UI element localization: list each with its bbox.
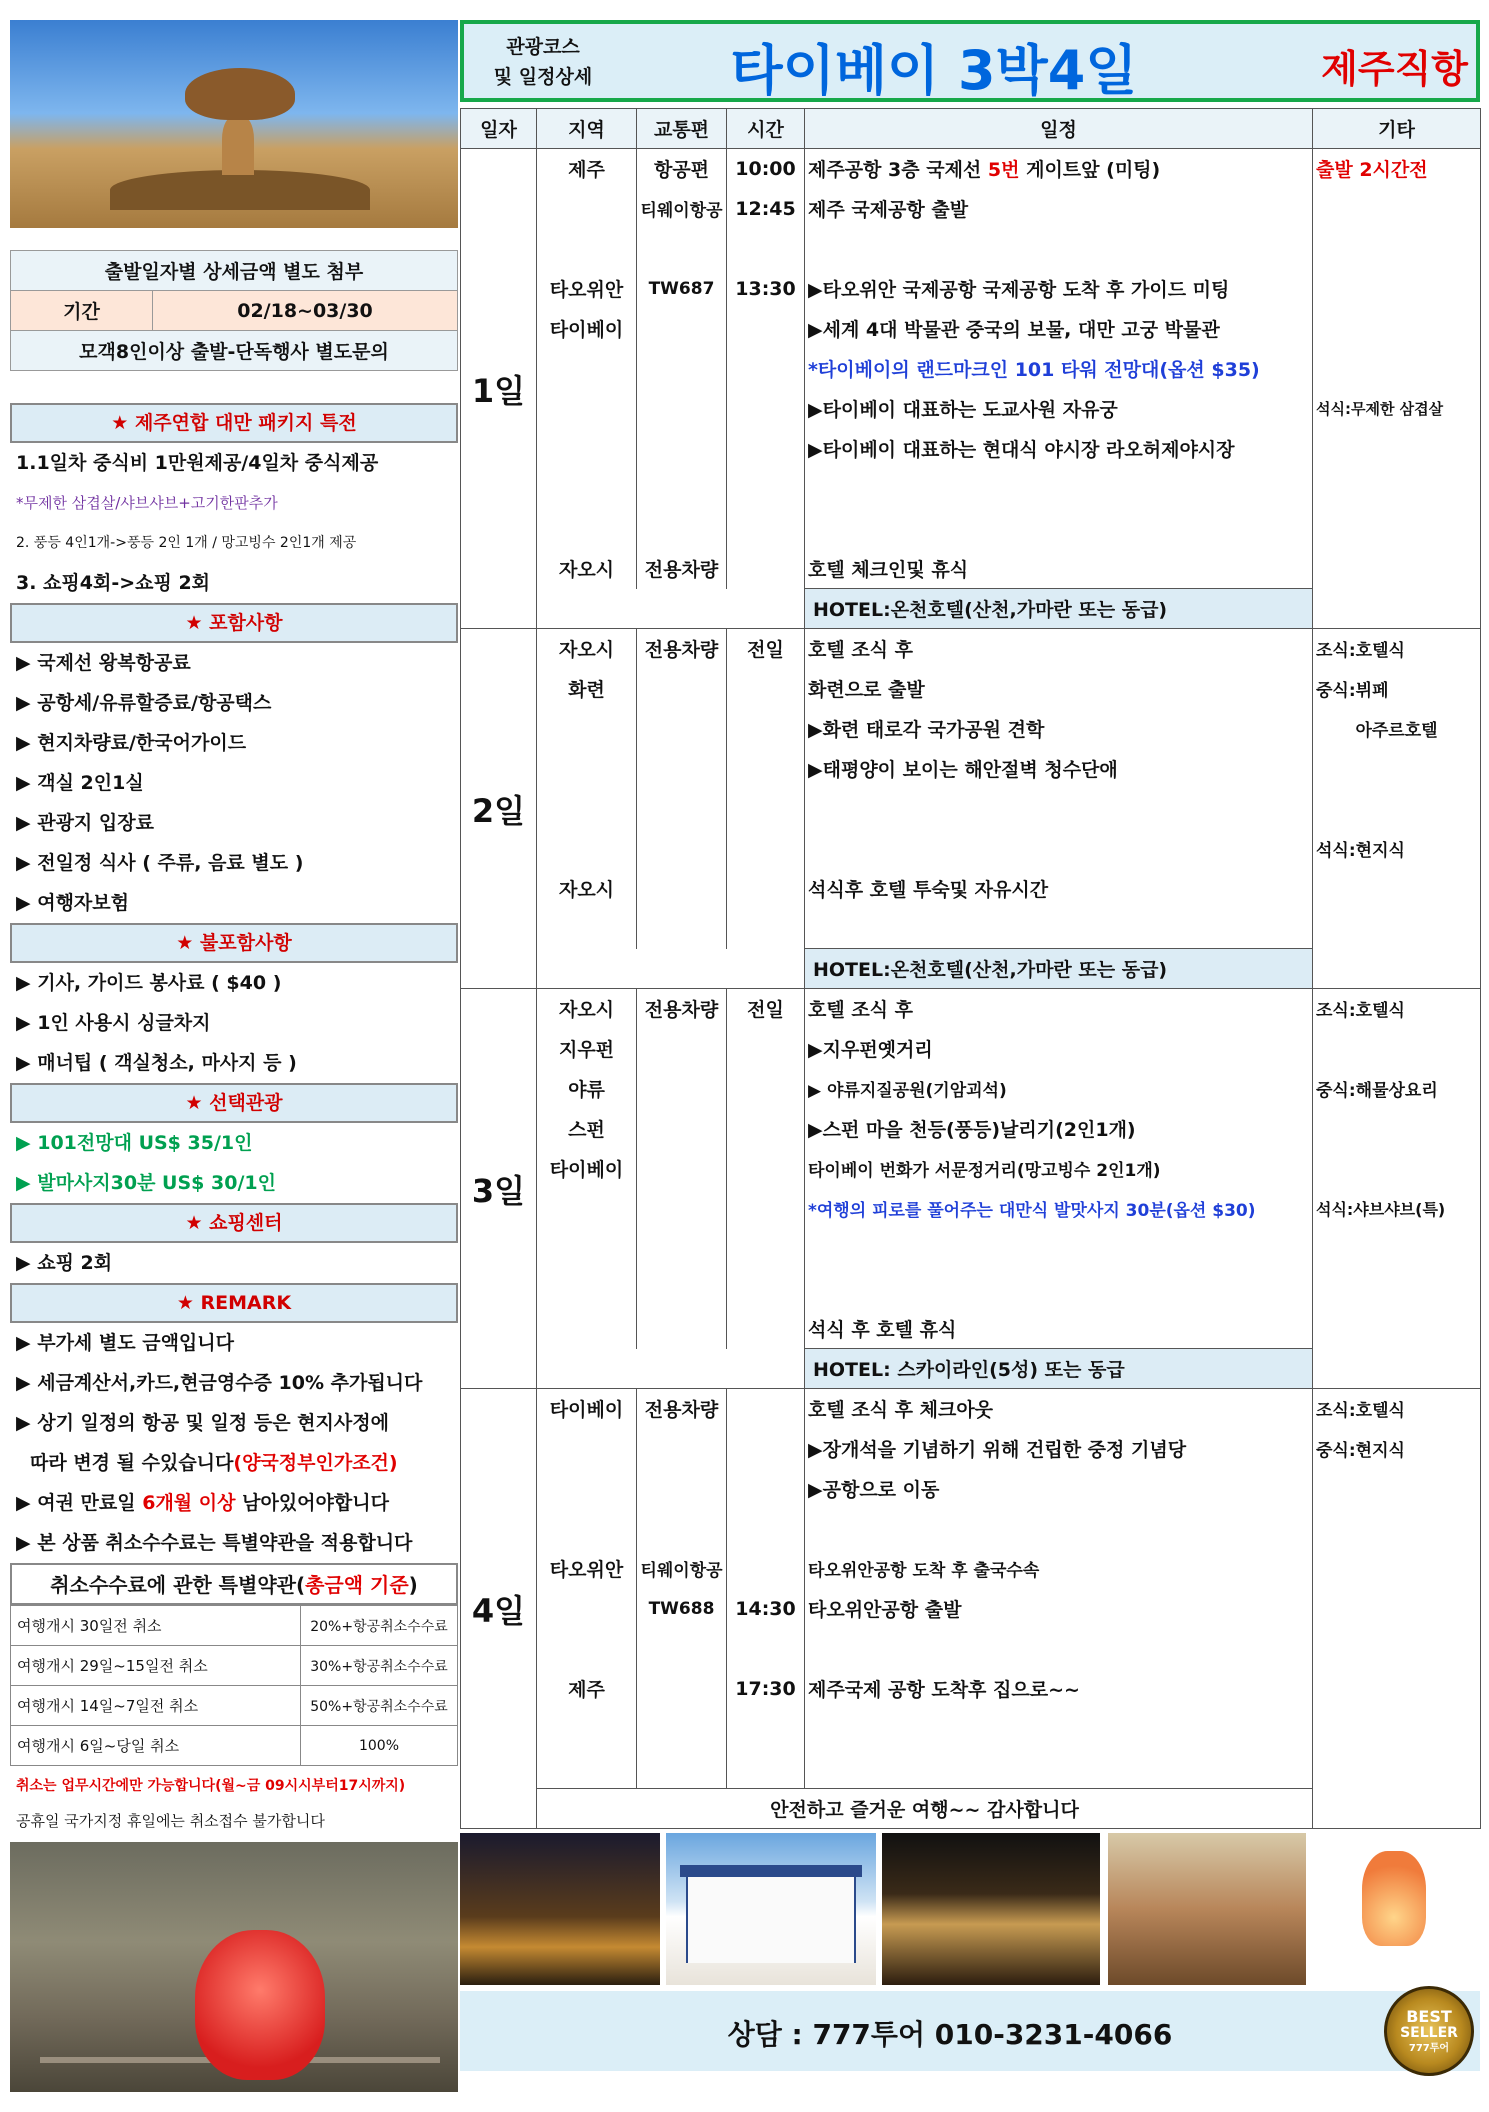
title-subtitle <box>478 32 608 92</box>
region-cell: 화련 <box>537 669 637 709</box>
schedule-cell: ▶타오위안 국제공항 국제공항 도착 후 가이드 미팅 <box>805 269 1313 309</box>
schedule-cell: 호텔 조식 후 <box>805 989 1313 1029</box>
schedule-cell: 타오위안공항 출발 <box>805 1589 1313 1629</box>
schedule-cell: ▶공항으로 이동 <box>805 1469 1313 1509</box>
schedule-cell: ▶태평양이 보이는 해안절벽 청수단애 <box>805 749 1313 789</box>
transport-cell: 전용차량 <box>637 549 727 589</box>
cancel-when: 여행개시 29일~15일전 취소 <box>11 1646 301 1686</box>
contact-bar <box>460 1991 1480 2071</box>
period-label: 기간 <box>11 291 153 331</box>
note-cell: 조식:호텔식 <box>1313 1389 1481 1429</box>
table-row <box>461 629 1481 669</box>
right-column <box>460 20 1480 2071</box>
note-cell: 출발 2시간전 <box>1313 149 1481 189</box>
night-market-photo <box>882 1833 1100 1985</box>
table-row <box>461 709 1481 749</box>
transport-cell: TW687 <box>637 269 727 309</box>
table-row <box>461 1029 1481 1069</box>
remark-text: 따라 변경 될 수있습니다 <box>30 1452 234 1474</box>
region-cell: 타오위안 <box>537 269 637 309</box>
excluded-item: ▶ 매너팁 ( 객실청소, 마사지 등 ) <box>16 1052 297 1074</box>
jiufen-night-photo <box>460 1833 660 1985</box>
schedule-cell: 호텔 조식 후 <box>805 629 1313 669</box>
optional-item: ▶ 발마사지30분 US$ 30/1인 <box>16 1172 276 1194</box>
page-title: 타이베이 3박4일 <box>730 39 1138 102</box>
table-row <box>461 1309 1481 1349</box>
thanks-row <box>461 1789 1481 1829</box>
direct-flight-tag: 제주직항 <box>1321 47 1468 91</box>
schedule-cell <box>805 149 1313 189</box>
price-info-header: 출발일자별 상세금액 별도 첨부 <box>11 251 458 291</box>
hotel-row <box>461 949 1481 989</box>
region-cell: 타이베이 <box>537 309 637 349</box>
table-row <box>461 1429 1481 1469</box>
transport-cell: 전용차량 <box>637 989 727 1029</box>
schedule-cell: 석식 후 호텔 휴식 <box>805 1309 1313 1349</box>
time-cell: 전일 <box>727 989 805 1029</box>
photo-strip <box>460 1833 1480 1985</box>
table-row <box>461 349 1481 389</box>
thanks-cell: 안전하고 즐거운 여행~~ 감사합니다 <box>537 1789 1313 1829</box>
note-cell: 석식:무제한 삼겹살 <box>1313 389 1481 429</box>
region-cell: 제주 <box>537 1669 637 1709</box>
remark-text: ▶ 여권 만료일 <box>16 1492 143 1514</box>
table-row <box>11 1606 458 1646</box>
schedule-cell: ▶화련 태로각 국가공원 견학 <box>805 709 1313 749</box>
included-title: ★ 포함사항 <box>10 603 458 643</box>
schedule-text: 게이트앞 (미팅) <box>1019 159 1161 182</box>
note-cell: 석식:샤브샤브(특) <box>1313 1189 1481 1229</box>
table-row <box>461 989 1481 1029</box>
table-row <box>11 1686 458 1726</box>
badge-text: BEST <box>1406 2007 1452 2026</box>
cancel-when: 여행개시 30일전 취소 <box>11 1606 301 1646</box>
contact-text: 상담 : 777투어 010-3231-4066 <box>727 2018 1173 2051</box>
cancel-title-text: ) <box>408 1573 418 1597</box>
schedule-text: 제주공항 3층 국제선 <box>808 159 988 182</box>
optional-title: ★ 선택관광 <box>10 1083 458 1123</box>
region-cell: 자오시 <box>537 549 637 589</box>
memorial-gate-photo <box>666 1833 876 1985</box>
note-cell: 중식:현지식 <box>1313 1429 1481 1469</box>
benefit-item: 1.1일차 중식비 1만원제공/4일차 중식제공 <box>16 452 379 474</box>
itinerary-table <box>460 108 1481 1829</box>
note-cell: 아주르호텔 <box>1313 709 1481 749</box>
schedule-cell: ▶세계 4대 박물관 중국의 보물, 대만 고궁 박물관 <box>805 309 1313 349</box>
time-cell: 전일 <box>727 629 805 669</box>
day-label: 1일 <box>461 149 537 629</box>
schedule-highlight: 5번 <box>987 159 1020 182</box>
street-food-photo <box>1108 1833 1306 1985</box>
cancel-note: 공휴일 국가지정 휴일에는 취소접수 불가합니다 <box>16 1812 325 1830</box>
table-row <box>461 669 1481 709</box>
included-item: ▶ 관광지 입장료 <box>16 812 154 834</box>
table-row <box>461 1669 1481 1709</box>
remark-item: ▶ 세금계산서,카드,현금영수증 10% 추가됩니다 <box>16 1372 423 1394</box>
table-row <box>461 1069 1481 1109</box>
table-row <box>461 869 1481 909</box>
table-row <box>461 749 1481 789</box>
included-item: ▶ 공항세/유류할증료/항공택스 <box>16 692 272 714</box>
badge-text: 777투어 <box>1408 2043 1450 2054</box>
price-info-table <box>10 250 458 371</box>
schedule-cell: 호텔 체크인및 휴식 <box>805 549 1313 589</box>
remark-item: ▶ 상기 일정의 항공 및 일정 등은 현지사정에 <box>16 1412 389 1434</box>
lantern-photo <box>1312 1833 1480 1985</box>
region-cell: 자오시 <box>537 629 637 669</box>
schedule-cell: 타이베이 번화가 서문정거리(망고빙수 2인1개) <box>805 1149 1313 1189</box>
group-note: 모객8인이상 출발-단독행사 별도문의 <box>11 331 458 371</box>
remark-item: ▶ 본 상품 취소수수료는 특별약관을 적용합니다 <box>16 1532 413 1554</box>
excluded-item: ▶ 1인 사용시 싱글차지 <box>16 1012 211 1034</box>
schedule-cell: *여행의 피로를 풀어주는 대만식 발맛사지 30분(옵션 $30) <box>805 1189 1313 1229</box>
sky-lantern-photo <box>10 1842 458 2092</box>
table-row <box>461 269 1481 309</box>
region-cell: 제주 <box>537 149 637 189</box>
schedule-cell: ▶지우펀옛거리 <box>805 1029 1313 1069</box>
table-row <box>461 149 1481 189</box>
schedule-cell: 타오위안공항 도착 후 출국수속 <box>805 1549 1313 1589</box>
remark-item <box>10 1443 458 1483</box>
schedule-cell: ▶타이베이 대표하는 도교사원 자유궁 <box>805 389 1313 429</box>
schedule-cell: *타이베이의 랜드마크인 101 타워 전망대(옵션 $35) <box>805 349 1313 389</box>
schedule-cell: 석식후 호텔 투숙및 자유시간 <box>805 869 1313 909</box>
col-header: 시간 <box>727 109 805 149</box>
included-item: ▶ 여행자보험 <box>16 892 129 914</box>
cancel-note: 취소는 업무시간에만 가능합니다(월~금 09시시부터17시까지) <box>16 1778 406 1794</box>
cancel-title-text: 취소수수료에 관한 특별약관( <box>50 1573 306 1597</box>
time-cell: 13:30 <box>727 269 805 309</box>
included-item: ▶ 현지차량료/한국어가이드 <box>16 732 247 754</box>
cancel-fee: 20%+항공취소수수료 <box>301 1606 458 1646</box>
transport-cell: 티웨이항공 <box>637 1549 727 1589</box>
note-cell: 석식:현지식 <box>1313 829 1481 869</box>
table-row <box>461 309 1481 349</box>
period-value: 02/18~03/30 <box>153 291 458 331</box>
cancel-when: 여행개시 14일~7일전 취소 <box>11 1686 301 1726</box>
note-cell: 중식:해물상요리 <box>1313 1069 1481 1109</box>
schedule-cell: 호텔 조식 후 체크아웃 <box>805 1389 1313 1429</box>
schedule-cell: 제주국제 공항 도착후 집으로~~ <box>805 1669 1313 1709</box>
remark-title: ★ REMARK <box>10 1283 458 1323</box>
title-sub-line: 관광코스 <box>506 36 580 58</box>
schedule-cell: ▶ 야류지질공원(기암괴석) <box>805 1069 1313 1109</box>
note-cell: 조식:호텔식 <box>1313 989 1481 1029</box>
hotel-cell: HOTEL:온천호텔(산천,가마란 또는 동급) <box>805 589 1313 629</box>
transport-cell: TW688 <box>637 1589 727 1629</box>
region-cell: 자오시 <box>537 989 637 1029</box>
cancel-title-highlight: 총금액 기준 <box>305 1573 409 1597</box>
hotel-row <box>461 589 1481 629</box>
table-row <box>461 1109 1481 1149</box>
time-cell: 10:00 <box>727 149 805 189</box>
col-header: 지역 <box>537 109 637 149</box>
region-cell: 야류 <box>537 1069 637 1109</box>
cancel-when: 여행개시 6일~당일 취소 <box>11 1726 301 1766</box>
transport-cell: 전용차량 <box>637 629 727 669</box>
shopping-item: ▶ 쇼핑 2회 <box>16 1252 113 1274</box>
region-cell: 타이베이 <box>537 1149 637 1189</box>
schedule-cell: 화련으로 출발 <box>805 669 1313 709</box>
cancel-fee: 30%+항공취소수수료 <box>301 1646 458 1686</box>
remark-condition: (양국정부인가조건) <box>233 1452 398 1474</box>
table-row <box>461 1149 1481 1189</box>
benefit-item: 3. 쇼핑4회->쇼핑 2회 <box>16 572 211 594</box>
table-row <box>461 389 1481 429</box>
col-header: 일자 <box>461 109 537 149</box>
best-seller-badge <box>1384 1986 1474 2076</box>
col-header: 교통편 <box>637 109 727 149</box>
excluded-title: ★ 불포함사항 <box>10 923 458 963</box>
table-row <box>461 1189 1481 1229</box>
table-row <box>461 1389 1481 1429</box>
benefit-title: ★ 제주연합 대만 패키지 특전 <box>10 403 458 443</box>
left-column <box>10 20 458 2092</box>
region-cell: 스펀 <box>537 1109 637 1149</box>
remark-highlight: 6개월 이상 <box>142 1492 236 1514</box>
table-header-row <box>461 109 1481 149</box>
table-row <box>461 429 1481 469</box>
cancel-fee: 100% <box>301 1726 458 1766</box>
region-cell: 타이베이 <box>537 1389 637 1429</box>
table-row <box>11 1726 458 1766</box>
table-row <box>11 1646 458 1686</box>
benefit-item: 2. 풍등 4인1개->풍등 2인 1개 / 망고빙수 2인1개 제공 <box>16 535 357 551</box>
note-cell: 중식:뷔페 <box>1313 669 1481 709</box>
col-header: 일정 <box>805 109 1313 149</box>
region-cell: 지우펀 <box>537 1029 637 1069</box>
optional-item: ▶ 101전망대 US$ 35/1인 <box>16 1132 253 1154</box>
title-sub-line: 및 일정상세 <box>493 66 593 88</box>
table-row <box>461 1589 1481 1629</box>
day-label: 4일 <box>461 1389 537 1829</box>
schedule-cell: ▶타이베이 대표하는 현대식 야시장 라오허제야시장 <box>805 429 1313 469</box>
badge-text: SELLER <box>1400 2025 1458 2041</box>
note-cell: 조식:호텔식 <box>1313 629 1481 669</box>
region-cell: 자오시 <box>537 869 637 909</box>
included-item: ▶ 객실 2인1실 <box>16 772 144 794</box>
title-bar <box>460 20 1480 102</box>
schedule-cell: ▶장개석을 기념하기 위해 건립한 중정 기념당 <box>805 1429 1313 1469</box>
shopping-title: ★ 쇼핑센터 <box>10 1203 458 1243</box>
table-row <box>461 189 1481 229</box>
table-row <box>461 1549 1481 1589</box>
remark-text: 남아있어야합니다 <box>235 1492 389 1514</box>
region-cell: 타오위안 <box>537 1549 637 1589</box>
table-row <box>461 829 1481 869</box>
cancel-fee: 50%+항공취소수수료 <box>301 1686 458 1726</box>
time-cell: 12:45 <box>727 189 805 229</box>
included-item: ▶ 국제선 왕복항공료 <box>16 652 191 674</box>
hotel-cell: HOTEL:온천호텔(산천,가마란 또는 동급) <box>805 949 1313 989</box>
table-row <box>461 549 1481 589</box>
transport-cell: 티웨이항공 <box>637 189 727 229</box>
day-label: 3일 <box>461 989 537 1389</box>
day-label: 2일 <box>461 629 537 989</box>
benefit-item: *무제한 삼겹살/샤브샤브+고기한판추가 <box>16 494 278 512</box>
transport-cell: 항공편 <box>637 149 727 189</box>
excluded-item: ▶ 기사, 가이드 봉사료 ( $40 ) <box>16 972 282 994</box>
queen-head-rock-photo <box>10 20 458 228</box>
remark-item <box>10 1483 458 1523</box>
cancel-table <box>10 1605 458 1766</box>
included-item: ▶ 전일정 식사 ( 주류, 음료 별도 ) <box>16 852 304 874</box>
time-cell: 14:30 <box>727 1589 805 1629</box>
hotel-row <box>461 1349 1481 1389</box>
schedule-cell: 제주 국제공항 출발 <box>805 189 1313 229</box>
col-header: 기타 <box>1313 109 1481 149</box>
hotel-cell: HOTEL: 스카이라인(5성) 또는 동급 <box>805 1349 1313 1389</box>
schedule-cell: ▶스펀 마을 천등(풍등)날리기(2인1개) <box>805 1109 1313 1149</box>
cancel-title <box>10 1563 458 1605</box>
table-row <box>461 1469 1481 1509</box>
time-cell: 17:30 <box>727 1669 805 1709</box>
transport-cell: 전용차량 <box>637 1389 727 1429</box>
remark-item: ▶ 부가세 별도 금액입니다 <box>16 1332 234 1354</box>
